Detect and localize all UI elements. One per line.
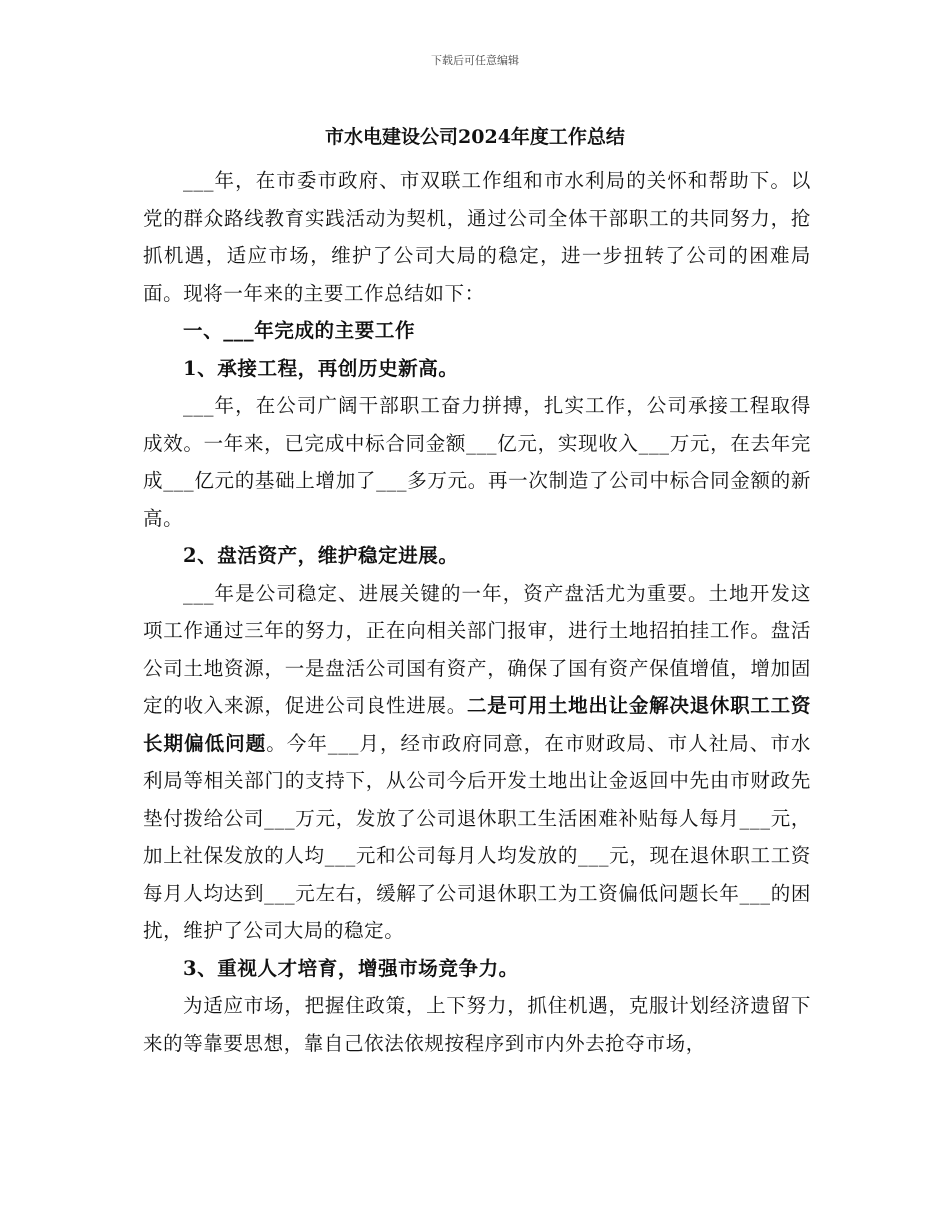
page-header: 下载后可任意编辑 (431, 54, 519, 67)
paragraph-text: ___年是公司稳定、进展关键的一年，资产盘活尤为重要。土地开发这项工作通过三年的努力，正在向相关部门报审，进行土地招拍挂工作。盘活公司土地资源，一是盘活公司国有资产，确保了国有资产保值增值，增加固定的收入来源，促进公司良性进展。 (143, 581, 811, 717)
body-paragraph (143, 575, 811, 950)
document-body (143, 162, 811, 1062)
bold-emphasis: 二是可用土地出让金解决退休职工工资长期偏低问题 (143, 694, 811, 755)
subsection-heading: 2、盘活资产，维护稳定进展。 (183, 544, 459, 567)
intro-paragraph: ___年，在市委市政府、市双联工作组和市水利局的关怀和帮助下。以党的群众路线教育实践活动为契机，通过公司全体干部职工的共同努力，抢抓机遇，适应市场，维护了公司大局的稳定，进一步扭转了公司的困难局面。现将一年来的主要工作总结如下： (143, 169, 811, 305)
paragraph-text: 。今年___月，经市政府同意，在市财政局、市人社局、市水利局等相关部门的支持下，从公司今后开发土地出让金返回中先由市财政先垫付拨给公司___万元，发放了公司退休职工生活困难补贴每人每月___元，加上社保发放的人均___元和公司每月人均发放的___元，现在退休职工工资每月人均达到___元左右，缓解了公司退休职工为工资偏低问题长年___的困扰，维护了公司大局的稳定。 (143, 731, 811, 942)
body-paragraph: ___年，在公司广阔干部职工奋力拼搏，扎实工作，公司承接工程取得成效。一年来，已完成中标合同金额___亿元，实现收入___万元，在去年完成___亿元的基础上增加了___多万元。再一次制造了公司中标合同金额的新高。 (143, 394, 811, 530)
body-paragraph: 为适应市场，把握住政策，上下努力，抓住机遇，克服计划经济遗留下来的等靠要思想，靠自己依法依规按程序到市内外去抢夺市场， (143, 994, 811, 1055)
document-title: 市水电建设公司2024年度工作总结 (325, 126, 625, 148)
subsection-heading: 1、承接工程，再创历史新高。 (183, 356, 459, 380)
section-heading: 一、___年完成的主要工作 (183, 319, 416, 342)
subsection-heading: 3、重视人才培育，增强市场竞争力。 (183, 956, 519, 980)
